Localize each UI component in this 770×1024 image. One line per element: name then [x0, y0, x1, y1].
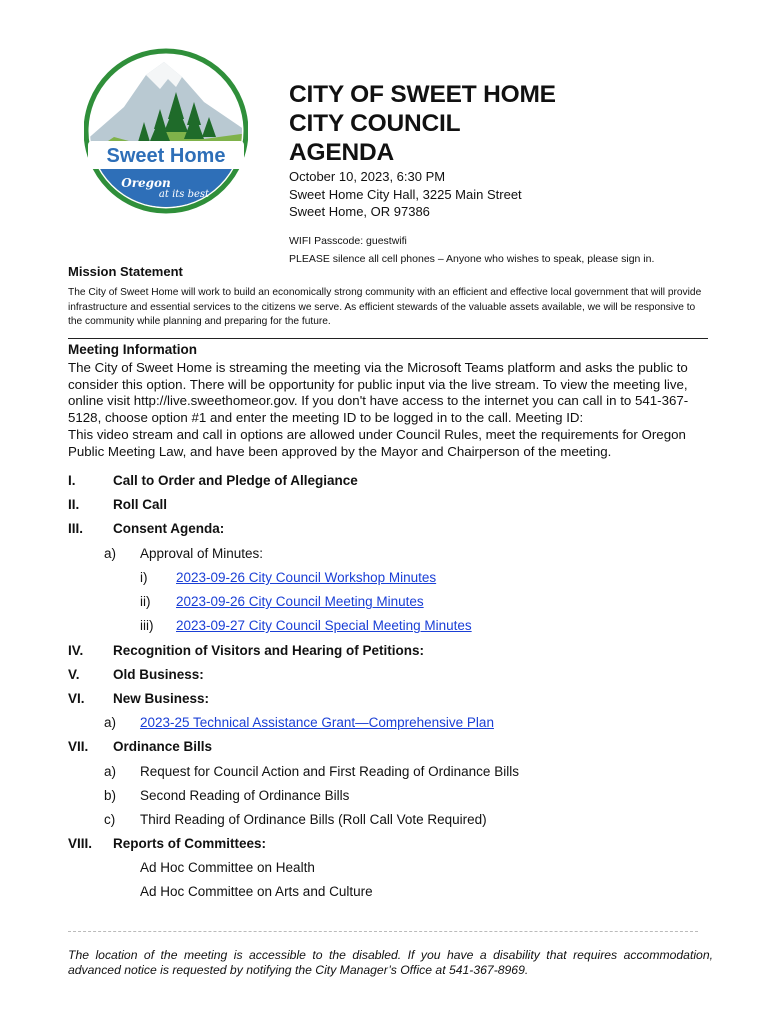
footer-divider [68, 931, 698, 932]
meeting-info-paragraph-2: This video stream and call in options are allowed under Council Rules, meet the requirements for Oregon Public Meeting Law, and have been approved by the Mayor and Chairperson of the meeting. [68, 426, 686, 459]
committee-health: Ad Hoc Committee on Health [140, 860, 315, 875]
title-line-1: CITY OF SWEET HOME [289, 81, 556, 108]
item-number: II. [68, 497, 80, 512]
meeting-notes [289, 233, 654, 268]
city-logo [84, 47, 248, 215]
sub-letter: c) [104, 812, 116, 827]
minutes-num: iii) [140, 618, 154, 633]
sub-label: Third Reading of Ordinance Bills (Roll Call Vote Required) [140, 812, 487, 827]
item-label: Consent Agenda: [113, 521, 225, 536]
section-divider [68, 338, 708, 339]
sub-letter: a) [104, 715, 117, 730]
meeting-info-text [68, 360, 710, 460]
accessibility-note: The location of the meeting is accessible to the disabled. If you have a disability that requires accommodation, advanced notice is requested by notifying the City Manager’s Office at 541-367-8969. [68, 948, 713, 977]
minutes-num: i) [140, 570, 148, 585]
item-label: Call to Order and Pledge of Allegiance [113, 473, 358, 488]
mission-text: The City of Sweet Home will work to build an economically strong community with an efficient and effective local government that will provide infrastructure and essential services to the citizens we serve. As efficient stewards of the valuable assets available, we will be responsive to the community while planning and preparing for the future. [68, 287, 702, 327]
meeting-info-paragraph-1: The City of Sweet Home is streaming the meeting via the Microsoft Teams platform and asks the public to consider this option. There will be opportunity for public input via the live stream. To view the meeting live, online visit http://live.sweethomeor.gov. If you don't have access to the internet you can call in to 541-367-5128, choose option #1 and enter the meeting ID to be logged in to the call. Meeting ID: [68, 360, 689, 426]
sub-letter: a) [104, 546, 117, 561]
sub-label: Request for Council Action and First Reading of Ordinance Bills [140, 764, 519, 779]
committee-arts-culture: Ad Hoc Committee on Arts and Culture [140, 884, 373, 899]
grant-link[interactable]: 2023-25 Technical Assistance Grant—Comprehensive Plan [140, 715, 494, 730]
item-number: IV. [68, 643, 84, 658]
item-number: VIII. [68, 836, 93, 851]
item-label: Old Business: [113, 667, 204, 682]
meeting-location-2: Sweet Home, OR 97386 [289, 204, 430, 219]
minutes-link-special[interactable]: 2023-09-27 City Council Special Meeting Minutes [176, 618, 472, 633]
mission-heading: Mission Statement [68, 264, 183, 279]
phones-notice: PLEASE silence all cell phones – Anyone who wishes to speak, please sign in. [289, 252, 655, 265]
agenda-title [289, 80, 556, 167]
meeting-info-heading: Meeting Information [68, 342, 197, 357]
sub-letter: a) [104, 764, 117, 779]
wifi-passcode: WIFI Passcode: guestwifi [289, 235, 407, 247]
item-label: Reports of Committees: [113, 836, 267, 851]
meeting-details [289, 168, 522, 221]
sub-label: Second Reading of Ordinance Bills [140, 788, 350, 803]
minutes-num: ii) [140, 594, 151, 609]
sub-label: Approval of Minutes: [140, 546, 264, 561]
sub-letter: b) [104, 788, 117, 803]
item-number: III. [68, 521, 84, 536]
minutes-link-meeting[interactable]: 2023-09-26 City Council Meeting Minutes [176, 594, 424, 609]
item-label: Ordinance Bills [113, 739, 213, 754]
svg-text:Sweet Home: Sweet Home [106, 145, 226, 167]
title-line-3: AGENDA [289, 139, 394, 166]
minutes-link-workshop[interactable]: 2023-09-26 City Council Workshop Minutes [176, 570, 437, 585]
item-number: V. [68, 667, 80, 682]
svg-text:at its best: at its best [158, 189, 210, 200]
item-number: I. [68, 473, 76, 488]
item-number: VII. [68, 739, 89, 754]
item-label: Roll Call [113, 497, 168, 512]
item-label: Recognition of Visitors and Hearing of Petitions: [113, 643, 425, 658]
item-number: VI. [68, 691, 85, 706]
title-line-2: CITY COUNCIL [289, 110, 461, 137]
item-label: New Business: [113, 691, 210, 706]
meeting-date-time: October 10, 2023, 6:30 PM [289, 169, 446, 184]
svg-text:Oregon: Oregon [121, 176, 171, 190]
meeting-location-1: Sweet Home City Hall, 3225 Main Street [289, 186, 522, 202]
